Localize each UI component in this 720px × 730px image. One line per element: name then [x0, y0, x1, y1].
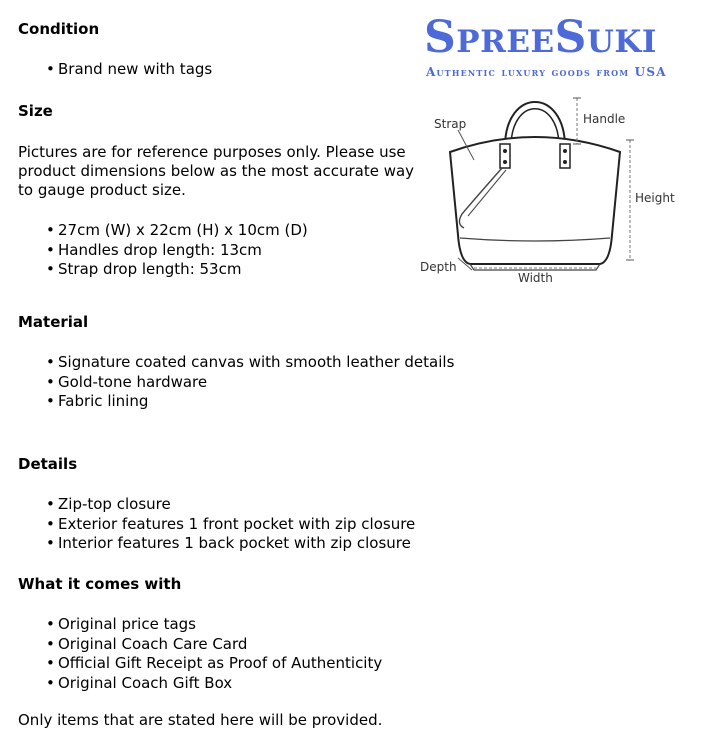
list-item: • Gold-tone hardware	[46, 373, 454, 393]
comes-with-heading: What it comes with	[18, 575, 182, 593]
list-item: • 27cm (W) x 22cm (H) x 10cm (D)	[46, 221, 308, 241]
list-item: • Original Coach Care Card	[46, 635, 382, 655]
list-item: • Original price tags	[46, 615, 382, 635]
width-label: Width	[518, 271, 553, 285]
condition-list	[46, 60, 212, 80]
list-item: • Strap drop length: 53cm	[46, 260, 308, 280]
list-item: • Exterior features 1 front pocket with zip closure	[46, 515, 415, 535]
logo-title: SpreeSuki	[424, 12, 657, 63]
condition-heading: Condition	[18, 20, 100, 38]
spreesuki-logo	[424, 10, 716, 84]
size-note: Pictures are for reference purposes only. Please use product dimensions below as the most accurate way to gauge product size.	[18, 143, 415, 199]
depth-label: Depth	[420, 260, 457, 274]
logo-tagline: Authentic luxury goods from USA	[426, 65, 667, 79]
list-item: • Official Gift Receipt as Proof of Authenticity	[46, 654, 382, 674]
details-list	[46, 495, 415, 554]
material-list	[46, 353, 454, 412]
size-heading: Size	[18, 102, 53, 120]
size-list	[46, 221, 308, 280]
details-heading: Details	[18, 455, 78, 473]
list-item: • Original Coach Gift Box	[46, 674, 382, 694]
trailing-note: Only items that are stated here will be provided.	[18, 711, 383, 729]
comes-with-list	[46, 615, 382, 693]
height-label: Height	[635, 191, 675, 205]
strap-label: Strap	[434, 117, 467, 131]
handle-label: Handle	[583, 112, 626, 126]
list-item: • Brand new with tags	[46, 60, 212, 80]
list-item: • Zip-top closure	[46, 495, 415, 515]
material-heading: Material	[18, 313, 89, 331]
bag-dimension-diagram	[410, 92, 710, 292]
list-item: • Handles drop length: 13cm	[46, 241, 308, 261]
list-item: • Interior features 1 back pocket with zip closure	[46, 534, 415, 554]
bag-illustration	[410, 92, 710, 292]
list-item: • Signature coated canvas with smooth leather details	[46, 353, 454, 373]
list-item: • Fabric lining	[46, 392, 454, 412]
